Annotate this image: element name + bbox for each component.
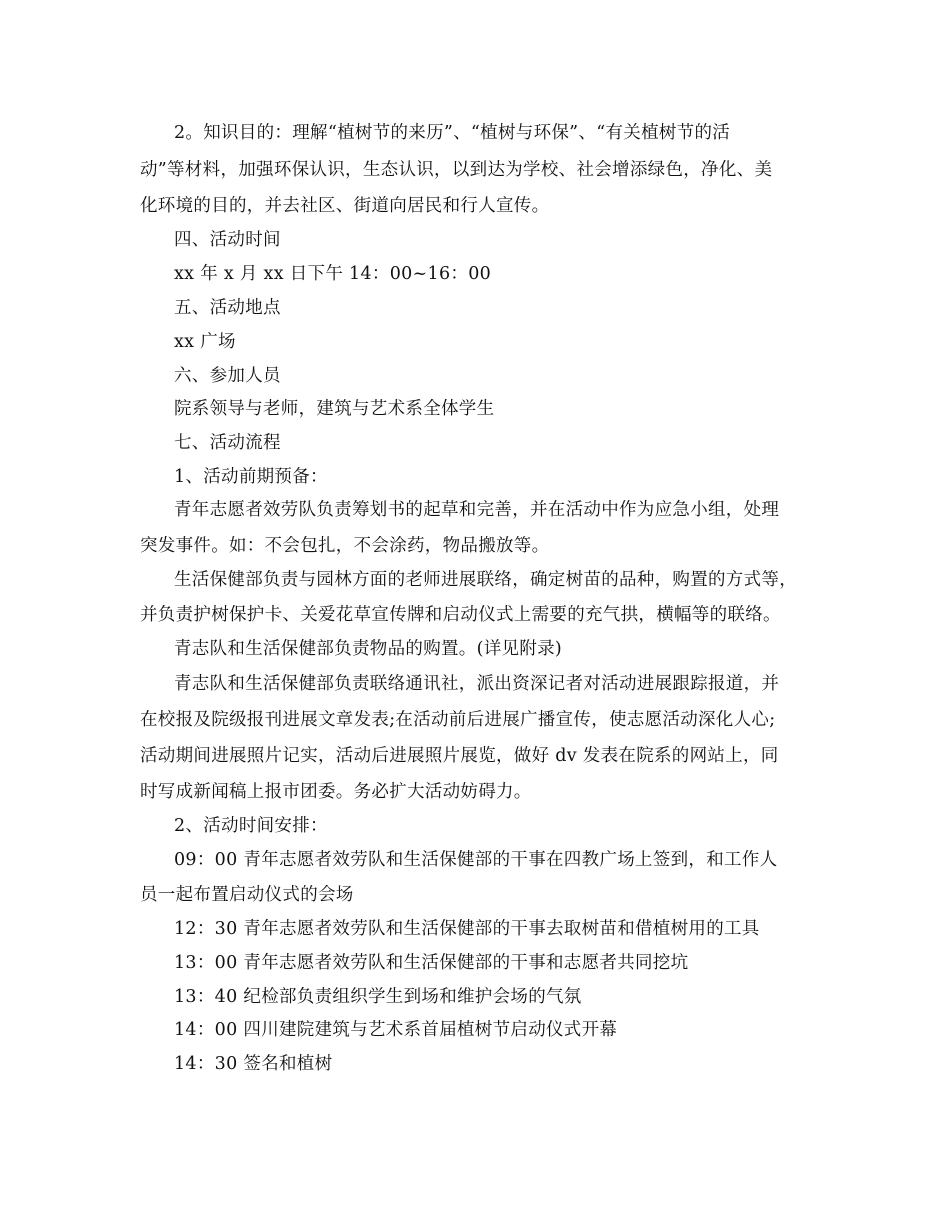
text-line: 青年志愿者效劳队负责筹划书的起草和完善，并在活动中作为应急小组，处理 [174,500,780,520]
text-line: xx 广场 [174,332,236,352]
subsection-heading: 2、活动时间安排： [174,816,328,836]
schedule-item: 13：40 纪检部负责组织学生到场和维护会场的气氛 [174,987,582,1007]
text-line: 并负责护树保护卡、关爱花草宣传牌和启动仪式上需要的充气拱，横幅等的联络。 [140,605,781,625]
text-line: 2。知识目的：理解“植树节的来历”、“植树与环保”、“有关植树节的活 [174,123,731,143]
text-line: 动”等材料，加强环保认识，生态认识，以到达为学校、社会增添绿色，净化、美 [140,160,773,180]
schedule-item: 13：00 青年志愿者效劳队和生活保健部的干事和志愿者共同挖坑 [174,953,689,973]
section-heading: 六、参加人员 [174,366,281,386]
text-line: 生活保健部负责与园林方面的老师进展联络，确定树苗的品种，购置的方式等， [174,570,797,590]
section-heading: 五、活动地点 [174,298,281,318]
schedule-item: 14：30 签名和植树 [174,1054,333,1074]
text-line: 在校报及院级报刊进展文章发表;在活动前后进展广播宣传，使志愿活动深化人心; [140,710,776,730]
text-line: 院系领导与老师，建筑与艺术系全体学生 [174,399,495,419]
text-line: 活动期间进展照片记实，活动后进展照片展览，做好 dv 发表在院系的网站上，同 [140,746,779,766]
text-line: xx 年 x 月 xx 日下午 14：00~16：00 [174,264,492,284]
text-line: 青志队和生活保健部负责物品的购置。(详见附录) [174,639,563,659]
text-line: 化环境的目的，并去社区、街道向居民和行人宣传。 [140,196,550,216]
schedule-item: 09：00 青年志愿者效劳队和生活保健部的干事在四教广场上签到，和工作人 [174,850,778,870]
section-heading: 四、活动时间 [174,230,281,250]
schedule-item: 12：30 青年志愿者效劳队和生活保健部的干事去取树苗和借植树用的工具 [174,919,760,939]
subsection-heading: 1、活动前期预备： [174,467,328,487]
text-line: 青志队和生活保健部负责联络通讯社，派出资深记者对活动进展跟踪报道，并 [174,674,780,694]
text-line: 时写成新闻稿上报市团委。务必扩大活动妨碍力。 [140,782,532,802]
section-heading: 七、活动流程 [174,433,281,453]
text-line: 员一起布置启动仪式的会场 [140,885,354,905]
schedule-item: 14：00 四川建院建筑与艺术系首届植树节启动仪式开幕 [174,1020,618,1040]
text-line: 突发事件。如：不会包扎，不会涂药，物品搬放等。 [140,536,550,556]
